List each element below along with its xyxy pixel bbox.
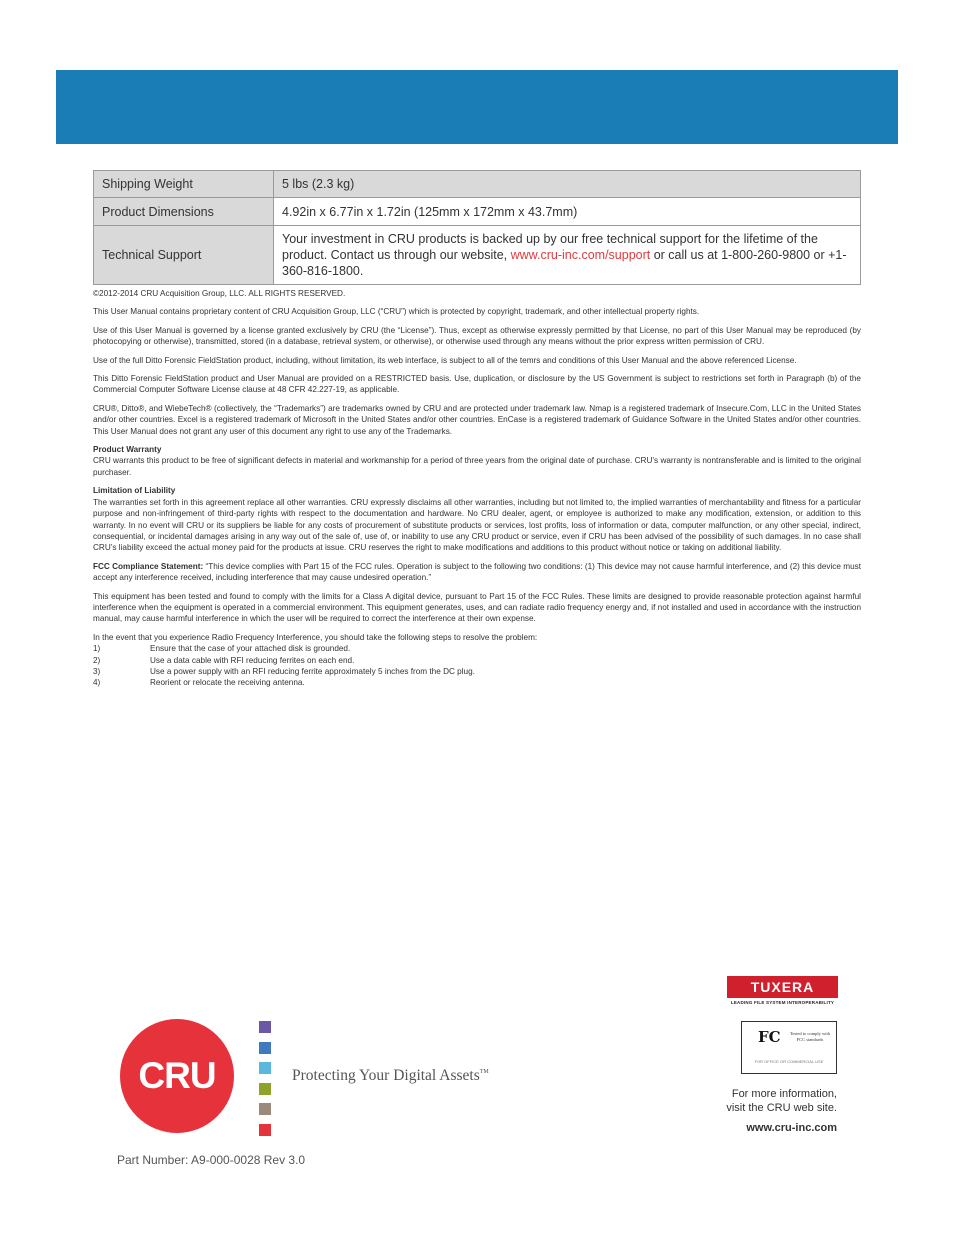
more-info-line: visit the CRU web site. <box>726 1102 837 1114</box>
table-row <box>94 171 861 198</box>
cru-logo: CRU <box>120 1019 234 1133</box>
spec-label: Shipping Weight <box>94 171 274 198</box>
spec-label: Product Dimensions <box>94 198 274 226</box>
fcc-compliance-badge <box>741 1021 837 1074</box>
color-square <box>259 1103 271 1115</box>
fcc-logo-icon: FC <box>758 1028 781 1046</box>
legal-notice <box>93 288 861 689</box>
brand-tagline <box>292 1067 489 1085</box>
legal-paragraph: This User Manual contains proprietary content of CRU Acquisition Group, LLC (“CRU”) which is protected by copyright, trademark, and other intellectual property rights. <box>93 307 700 317</box>
fcc-statement <box>93 561 861 584</box>
support-text-before: Your investment in CRU products is backed up by our free technical support for the lifetime of the product. Contact us through our website, <box>282 232 818 262</box>
color-square <box>259 1042 271 1054</box>
tagline-text: Protecting Your Digital Assets <box>292 1067 480 1084</box>
rfi-steps <box>93 632 861 689</box>
more-info-text <box>690 1087 837 1115</box>
legal-paragraph: Use of this User Manual is governed by a license granted exclusively by CRU (the “License”). Thus, except as otherwise expressly permitted by that License, no part of this User Manual may be reproduced (by photocopying or otherwise), transmitted, stored (in a database, retrieval system, or otherwise), or otherwise used through any means without the prior express written permission of CRU. <box>93 325 861 347</box>
step-text: Use a power supply with an RFI reducing ferrite approximately 5 inches from the DC plug. <box>150 666 475 676</box>
fcc-text: “This device complies with Part 15 of the FCC rules. Operation is subject to the following two conditions: (1) This device may not cause harmful interference, and (2) this device must accept any interference received, including interference that may cause undesired operation.” <box>93 561 862 583</box>
color-square <box>259 1083 271 1095</box>
step-text: Reorient or relocate the receiving antenna. <box>150 678 305 688</box>
color-square <box>259 1062 271 1074</box>
list-item <box>93 666 861 677</box>
support-link[interactable]: www.cru-inc.com/support <box>510 248 651 262</box>
step-number: 1) <box>93 644 101 654</box>
warranty-section <box>93 444 861 478</box>
list-item <box>93 677 861 688</box>
fcc-tested-text: Tested to comply with FCC standards <box>789 1031 831 1042</box>
website-link[interactable]: www.cru-inc.com <box>746 1122 837 1134</box>
table-row <box>94 198 861 226</box>
liability-text: The warranties set forth in this agreement replace all other warranties. CRU expressly disclaims all other warranties, including but not limited to, the implied warranties of merchantability and fitness for a particular purpose and non-infringement of third-party rights with respect to the documentation and hardware. No CRU dealer, agent, or employee is authorized to make any modification, extension, or addition to this warranty. In no event will CRU or its suppliers be liable for any costs of procurement of substitute products or services, lost profits, loss of information or data, computer malfunction, or any other special, indirect, consequential, or incidental damages arising in any way out of the sale of, use of, or inability to use any CRU product or service, even if CRU has been advised of the possibility of such damages. In no case shall CRU’s liability exceed the actual money paid for the products at issue. CRU reserves the right to make modifications and additions to this product without notice or taking on additional liability. <box>93 497 861 553</box>
tuxera-logo <box>727 976 838 1006</box>
color-square <box>259 1021 271 1033</box>
spec-label: Technical Support <box>94 226 274 285</box>
part-number: Part Number: A9-000-0028 Rev 3.0 <box>117 1153 306 1167</box>
step-number: 4) <box>93 678 101 688</box>
list-item <box>93 643 861 654</box>
warranty-text: CRU warrants this product to be free of significant defects in material and workmanship for a period of three years from the original date of purchase. CRU’s warranty is nontransferable and is limited to the original purchaser. <box>93 456 861 477</box>
liability-section <box>93 485 861 553</box>
legal-paragraph: This equipment has been tested and found to comply with the limits for a Class A digital device, pursuant to Part 15 of the FCC Rules. These limits are designed to provide reasonable protection against harmful interference when the equipment is operated in a commercial environment. This equipment generates, uses, and can radiate radio frequency energy and, if not installed and used in accordance with the instruction manual, may cause harmful interference in which the user will be required to correct the interference at their own expense. <box>93 591 861 624</box>
tuxera-tagline: LEADING FILE SYSTEM INTEROPERABILITY <box>730 1000 835 1005</box>
color-square <box>259 1124 271 1136</box>
warranty-heading: Product Warranty <box>93 445 162 455</box>
rfi-intro: In the event that you experience Radio Frequency Interference, you should take the following steps to resolve the problem: <box>93 632 538 642</box>
step-number: 2) <box>93 655 101 665</box>
legal-paragraph: This Ditto Forensic FieldStation product and User Manual are provided on a RESTRICTED basis. Use, duplication, or disclosure by the US Government is subject to restrictions set forth in Paragraph (b) of the Commercial Computer Software License clause at 48 CFR 42.227-19, as applicable. <box>93 374 861 395</box>
tuxera-wordmark: TUXERA <box>727 976 838 998</box>
specifications-table <box>93 170 861 285</box>
copyright-text: ©2012-2014 CRU Acquisition Group, LLC. ALL RIGHTS RESERVED. <box>93 289 346 298</box>
support-text-after: or call us at 1-800-260-9800 or +1-360-816-1800. <box>282 248 847 278</box>
liability-heading: Limitation of Liability <box>93 486 176 496</box>
fcc-use-text: FOR OFFICE OR COMMERCIAL USE <box>754 1059 824 1064</box>
step-number: 3) <box>93 666 101 676</box>
spec-value: 4.92in x 6.77in x 1.72in (125mm x 172mm x 43.7mm) <box>274 198 861 226</box>
trademark-paragraph: CRU®, Ditto®, and WiebeTech® (collectively, the “Trademarks”) are trademarks owned by CRU and are protected under trademark law. Nmap is a registered trademark of Insecure.Com, LLC in the United States and/or other countries. Excel is a registered trademark of Microsoft in the United States and/or other countries. EnCase is a registered trademark of Guidance Software in the United States and/or other countries. This User Manual does not grant any user of this document any right to use any of the Trademarks. <box>93 403 861 436</box>
color-squares <box>259 1021 271 1144</box>
spec-value: 5 lbs (2.3 kg) <box>274 171 861 198</box>
list-item <box>93 655 861 666</box>
fcc-heading: FCC Compliance Statement: <box>93 561 204 571</box>
legal-paragraph: Use of the full Ditto Forensic FieldStation product, including, without limitation, its web interface, is subject to all of the temrs and conditions of this User Manual and the above referenced License. <box>93 355 797 365</box>
spec-value <box>274 226 861 285</box>
table-row <box>94 226 861 285</box>
step-text: Use a data cable with RFI reducing ferrites on each end. <box>150 655 355 665</box>
step-text: Ensure that the case of your attached disk is grounded. <box>150 644 351 654</box>
trademark-mark: TM <box>479 1069 489 1075</box>
header-band <box>56 70 898 144</box>
more-info-line: For more information, <box>731 1088 837 1100</box>
